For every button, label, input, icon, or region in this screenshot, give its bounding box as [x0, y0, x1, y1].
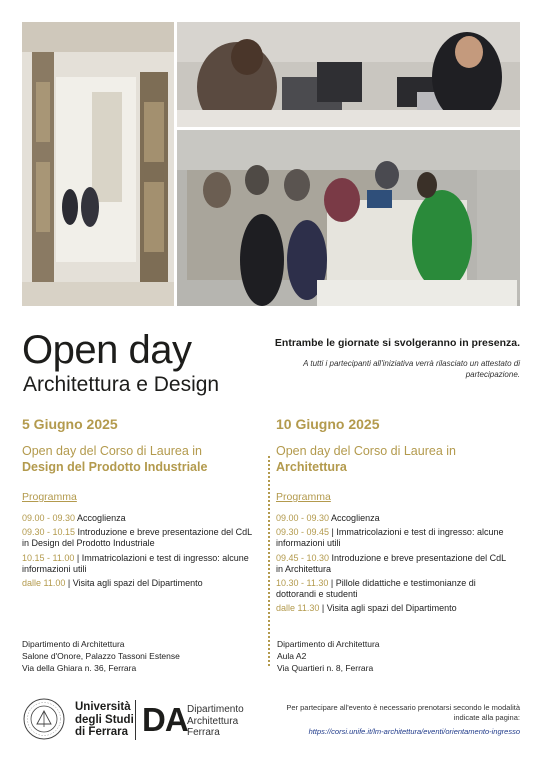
booking-info: [260, 703, 520, 737]
address-line: Salone d'Onore, Palazzo Tassoni Estense: [22, 651, 180, 661]
program-time: 09.30 - 10.15: [22, 527, 76, 538]
department-name-line: Ferrara: [187, 727, 220, 738]
program-heading: Programma: [276, 491, 331, 503]
address-line: Via Quartieri n. 8, Ferrara: [277, 663, 374, 673]
program-item: [276, 513, 511, 524]
university-name: [75, 701, 134, 739]
event-date: 5 Giugno 2025: [22, 416, 118, 432]
program-time: 09.00 - 09.30: [276, 513, 330, 523]
logo-divider: [135, 700, 136, 740]
address-line: Dipartimento di Architettura: [22, 639, 125, 649]
department-name-line: Dipartimento: [187, 704, 244, 715]
venue-address-design: [22, 638, 180, 674]
event-date: 10 Giugno 2025: [276, 416, 380, 432]
photo-palazzo-doorway: [22, 22, 174, 306]
program-time: 10.30 - 11.30: [276, 578, 329, 589]
program-time: 09.00 - 09.30: [22, 513, 76, 523]
program-item: [22, 553, 257, 575]
program-time: 09.30 - 09.45: [276, 527, 330, 538]
photo-students-laptops: [177, 22, 520, 127]
attendance-notice: [260, 337, 520, 380]
program-time: dalle 11.00: [22, 578, 66, 589]
address-line: Dipartimento di Architettura: [277, 639, 380, 649]
university-seal-icon: [22, 697, 66, 741]
program-item: [276, 527, 511, 549]
program-item: [276, 578, 511, 600]
booking-text: Per partecipare all'evento è necessario prenotarsi secondo le modalità indicate alla pagina:: [286, 703, 520, 722]
program-item: [276, 603, 511, 614]
department-name: [187, 704, 244, 739]
department-logo-mark: DA: [142, 701, 188, 738]
program-text: Accoglienza: [75, 513, 126, 523]
program-text: | Visita agli spazi del Dipartimento: [319, 603, 457, 614]
course-name: Architettura: [276, 460, 347, 474]
event-column-architecture: [276, 415, 511, 618]
notice-certificate: A tutti i partecipanti all'iniziativa verrà rilasciato un attestato di partecipazione.: [303, 359, 520, 379]
program-item: [276, 553, 511, 575]
program-item: [22, 578, 257, 589]
program-text: Introduzione e breve presentazione del CdL in Architettura: [276, 552, 506, 574]
photo-design-workshop: [177, 130, 520, 306]
program-item: [22, 527, 257, 549]
column-divider: [268, 456, 270, 666]
program-text: Accoglienza: [329, 513, 380, 523]
program-item: [22, 513, 257, 524]
program-text: Introduzione e breve presentazione del CdL in Design del Prodotto Industriale: [22, 527, 252, 549]
program-text: | Pillole didattiche e testimonianze di dottorandi e studenti: [276, 578, 476, 600]
event-column-design: [22, 415, 257, 592]
page-subtitle: Architettura e Design: [23, 373, 220, 396]
venue-address-architecture: [277, 638, 380, 674]
page-title: Open day: [22, 328, 192, 372]
university-name-line: degli Studi: [75, 713, 134, 726]
department-name-line: Architettura: [187, 715, 239, 727]
course-intro: Open day del Corso di Laurea in: [276, 444, 456, 458]
address-line: Aula A2: [277, 651, 307, 661]
program-time: 09.45 - 10.30: [276, 552, 330, 563]
program-text: | Immatricolazioni e test di ingresso: alcune informazioni utili: [276, 527, 504, 549]
program-time: 10.15 - 11.00: [22, 552, 75, 563]
university-name-line: di Ferrara: [75, 726, 129, 738]
address-line: Via della Ghiara n. 36, Ferrara: [22, 663, 137, 673]
program-heading: Programma: [22, 491, 77, 503]
program-text: | Immatricolazioni e test di ingresso: alcune informazioni utili: [22, 552, 249, 574]
university-name-line: Università: [75, 701, 131, 713]
booking-link[interactable]: https://corsi.unife.it/lm-architettura/eventi/orientamento-ingresso: [308, 727, 520, 736]
program-time: dalle 11.30: [276, 603, 320, 614]
course-intro: Open day del Corso di Laurea in: [22, 444, 202, 458]
course-name: Design del Prodotto Industriale: [22, 460, 208, 474]
program-text: | Visita agli spazi del Dipartimento: [65, 578, 203, 589]
notice-main: Entrambe le giornate si svolgeranno in presenza.: [274, 337, 520, 349]
